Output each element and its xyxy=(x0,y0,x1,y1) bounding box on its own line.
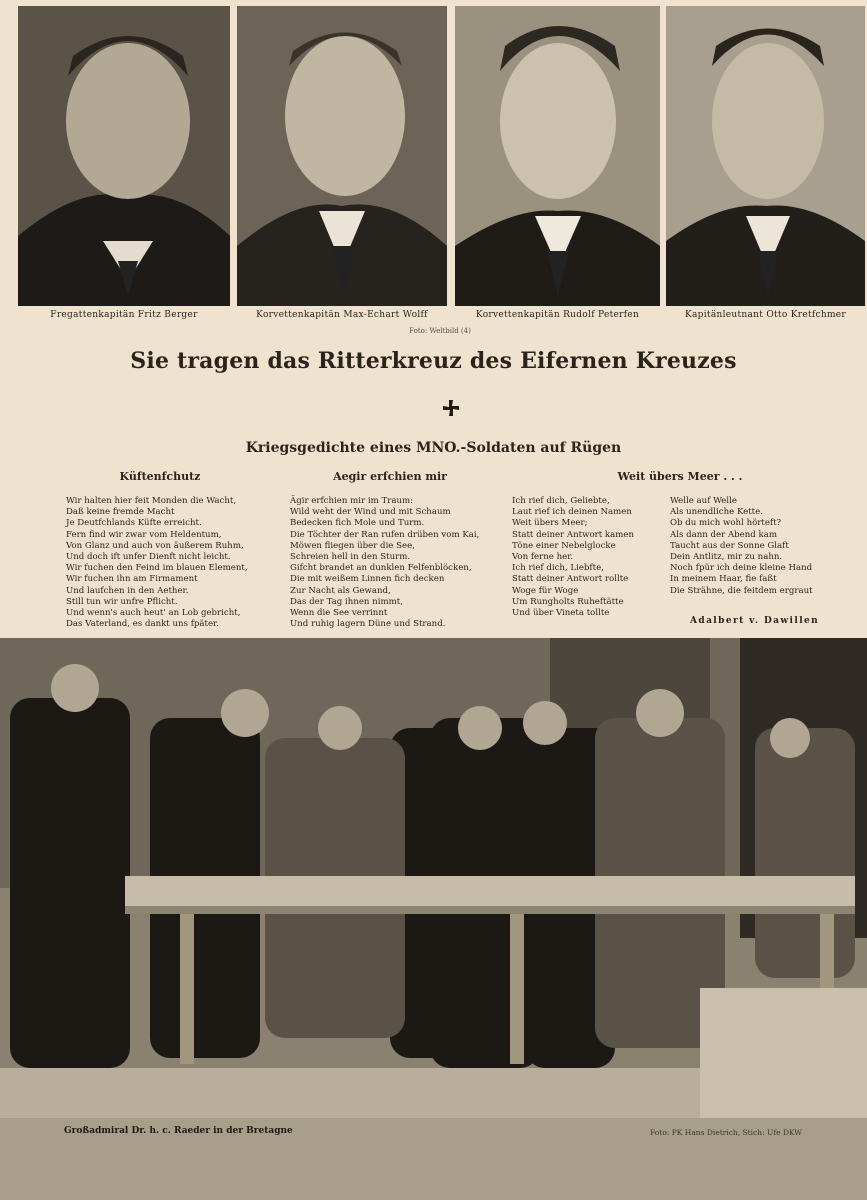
poem-title-aegir: Aegir erfchien mir xyxy=(333,470,447,483)
portrait-photo-4 xyxy=(666,6,865,306)
poems-subheadline: Kriegsgedichte eines MNO.-Soldaten auf Rügen xyxy=(245,440,622,456)
poem-aegir: Ägir erfchien mir im Traum: Wild weht der Wind und mit Schaum Bedecken fich Mole und Turm. Die Töchter der Ran rufen drüben vom Kai, Möwen fliegen über die See, Schreien hell in den Sturm. Gifcht brandet an dunklen Felfenblöcken, Die mit weißem Linnen fich decken Zur Nacht als Gewand, Das der Tag ihnen nimmt, Wenn die See verrinnt Und ruhig lagern Düne und Strand. xyxy=(290,496,480,630)
portrait-photo-3 xyxy=(455,6,660,306)
poem-title-kuestenschutz: Küftenfchutz xyxy=(119,470,201,483)
poem-weit-uebers-meer-part-1: Ich rief dich, Geliebte, Laut rief ich deinen Namen Weit übers Meer; Statt deiner Antwort kamen Töne einer Nebelglocke Von ferne her. Ich rief dich, Liebfte, Statt deiner Antwort rollte Woge für Woge Um Rungholts Ruheftätte Und über Vineta tollte xyxy=(512,496,635,619)
group-photo-credit: Foto: PK Hans Dietrich, Stich: Ufe DKW xyxy=(650,1128,802,1137)
poem-weit-uebers-meer-part-2: Welle auf Welle Als unendliche Kette. Ob du mich wohl hörteft? Als dann der Abend kam Taucht aus der Sonne Glaft Dein Antlitz, mir zu nahn. Noch fpür ich deine kleine Hand In meinem Haar, fie faßt Die Strähne, die feitdem ergraut xyxy=(670,496,813,596)
portrait-caption-4: Kapitänleutnant Otto Kretfchmer xyxy=(684,310,847,320)
poem-author: Adalbert v. Dawillen xyxy=(690,616,820,626)
group-photo-caption: Großadmiral Dr. h. c. Raeder in der Bretagne xyxy=(64,1126,293,1136)
portrait-photo-credit: Foto: Weltbild (4) xyxy=(409,327,471,335)
portrait-photo-1 xyxy=(18,6,230,306)
group-photo xyxy=(0,638,867,1200)
portrait-caption-2: Korvettenkapitän Max-Echart Wolff xyxy=(256,310,428,320)
portrait-caption-1: Fregattenkapitän Fritz Berger xyxy=(50,310,198,320)
iron-cross-icon xyxy=(443,400,459,416)
portrait-caption-3: Korvettenkapitän Rudolf Peterfen xyxy=(475,310,640,320)
portrait-photo-2 xyxy=(237,6,447,306)
page-headline: Sie tragen das Ritterkreuz des Eifernen Kreuzes xyxy=(130,348,737,374)
poem-kuestenschutz: Wir halten hier feit Monden die Wacht, Daß keine fremde Macht Je Deutfchlands Küfte erreicht. Fern find wir zwar vom Heldentum, Von Glanz und auch von äußerem Ruhm, Und doch ift unfer Dienft nicht leicht. Wir fuchen den Feind im blauen Element, Wir fuchen ihn am Firmament Und laufchen in den Aether. Still tun wir unfre Pflicht. Und wenn's auch heut' an Lob gebricht, Das Vaterland, es dankt uns fpäter. xyxy=(66,496,248,630)
poem-title-weit-uebers-meer: Weit übers Meer . . . xyxy=(617,470,743,483)
